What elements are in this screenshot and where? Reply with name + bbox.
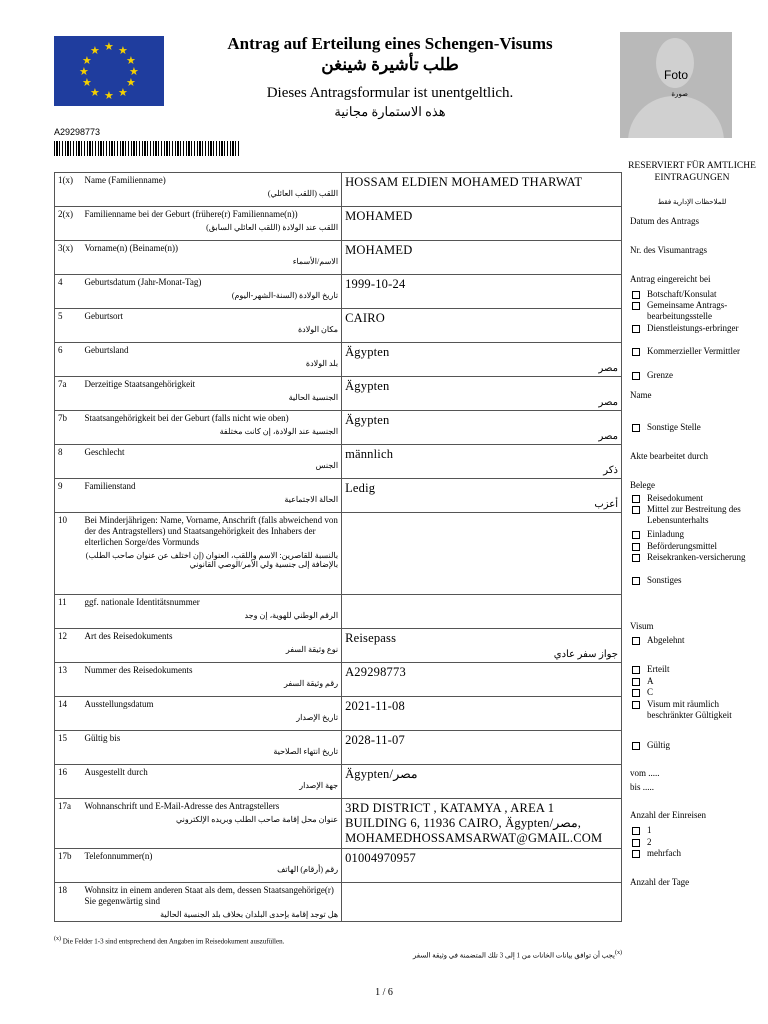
field-label-german: Art des Reisedokuments [84,631,173,641]
field-label [81,849,341,883]
field-value[interactable] [342,377,622,411]
field-value-arabic: جواز سفر عادي [553,649,618,660]
field-label-german: Familienstand [84,481,136,491]
form-row [55,697,622,731]
page-title-arabic: طلب تأشيرة شينغن [321,55,459,74]
field-label [81,697,341,731]
valid-until-label: bis ..... [630,782,655,792]
field-number: 11 [55,595,82,629]
field-label-arabic: اللقب عند الولادة (اللقب العائلي السابق) [206,223,339,232]
field-value[interactable] [342,765,622,799]
form-row [55,309,622,343]
form-row [55,445,622,479]
page-title: Antrag auf Erteilung eines Schengen-Visums [227,34,553,53]
form-row [55,731,622,765]
field-value-arabic: مصر [598,397,618,408]
reserved-heading: RESERVIERT FÜR AMTLICHE EINTRAGUNGEN [628,161,756,183]
field-value[interactable] [342,173,622,207]
checkbox-travel-document[interactable]: Reisedokument [632,493,762,504]
field-label-arabic: مكان الولادة [297,325,339,334]
field-value[interactable] [342,241,622,275]
field-label [81,595,341,629]
eu-flag-icon: ★ ★ ★ ★ ★ ★ ★ ★ ★ ★ ★ ★ [54,36,164,106]
checkbox-valid[interactable]: Gültig [632,740,762,751]
photo-placeholder [620,32,732,138]
checkbox-invitation[interactable]: Einladung [632,529,762,540]
checkbox-entries-2[interactable]: 2 [632,837,762,848]
document-number: A29298773 [54,127,101,137]
field-value[interactable] [342,343,622,377]
field-label-arabic: هل توجد إقامة بإحدى البلدان بخلاف بلد الجنسية الحالية [160,910,339,919]
field-label [81,309,341,343]
field-label [81,445,341,479]
field-label-arabic: عنوان محل إقامة صاحب الطلب وبريده الإلكتروني [175,815,339,824]
free-form-notice: Dieses Antragsformular ist unentgeltlich. [266,85,514,101]
field-label [81,765,341,799]
form-row [55,241,622,275]
field-value-text: Reisepass [345,631,397,645]
field-label-german: Derzeitige Staatsangehörigkeit [84,379,196,389]
field-label [81,275,341,309]
field-label-german: Gültig bis [84,733,121,743]
checkbox-icon[interactable] [632,291,640,299]
field-value[interactable] [342,697,622,731]
number-of-entries-label: Anzahl der Einreisen [630,810,706,820]
form-row [55,479,622,513]
field-label-arabic: بلد الولادة [305,359,339,368]
checkbox-icon[interactable] [632,689,640,697]
field-label-german: Wohnanschrift und E-Mail-Adresse des Antragstellers [84,801,280,811]
field-label-arabic: تاريخ الإصدار [296,713,339,722]
field-value[interactable] [342,595,622,629]
field-number: 8 [55,445,82,479]
field-label-german: Geburtsdatum (Jahr-Monat-Tag) [84,277,202,287]
checkbox-icon[interactable] [632,577,640,585]
free-form-notice-arabic: هذه الاستمارة مجانية [334,104,446,119]
field-number: 12 [55,629,82,663]
form-row [55,765,622,799]
field-value[interactable] [342,445,622,479]
page-number: 1 / 6 [375,987,393,998]
checkbox-icon[interactable] [632,372,640,380]
field-value[interactable] [342,799,622,849]
checkbox-issued[interactable]: Erteilt [632,664,762,675]
checkbox-icon[interactable] [632,839,640,847]
field-value-text: Ägypten [345,413,390,427]
field-label-arabic: الجنسية عند الولادة، إن كانت مختلفة [219,427,339,436]
field-value-text: Ledig [345,481,376,495]
field-value[interactable] [342,849,622,883]
field-label-arabic: الحالة الاجتماعية [284,495,339,504]
field-label-arabic: الجنس [315,461,339,470]
documents-label: Belege [630,480,655,490]
field-number: 9 [55,479,82,513]
checkbox-visa-c[interactable]: C [632,687,762,698]
form-row [55,799,622,849]
checkbox-visa-a[interactable]: A [632,676,762,687]
field-value-arabic: مصر [598,363,618,374]
field-label-german: Staatsangehörigkeit bei der Geburt (falls nicht wie oben) [84,413,289,423]
field-value-text: MOHAMED [345,243,413,257]
field-number: 7b [55,411,82,445]
checkbox-icon[interactable] [632,827,640,835]
form-row [55,883,622,922]
field-label [81,629,341,663]
form-row [55,595,622,629]
checkbox-entries-1[interactable]: 1 [632,825,762,836]
field-value[interactable] [342,663,622,697]
field-label-arabic: نوع وثيقة السفر [285,645,339,654]
barcode-icon [54,141,240,156]
field-label-german: Vorname(n) (Beiname(n)) [84,243,179,253]
visa-label: Visum [630,621,654,631]
field-number: 7a [55,377,82,411]
checkbox-border[interactable]: Grenze [632,370,762,381]
photo-label-arabic: صورة [671,90,688,98]
checkbox-icon[interactable] [632,495,640,503]
checkbox-icon[interactable] [632,424,640,432]
field-value-arabic: ذكر [603,465,618,476]
checkbox-icon[interactable] [632,531,640,539]
field-value-text: 2028-11-07 [345,733,405,747]
field-label-arabic: جهة الإصدار [299,781,339,790]
field-label-german: Bei Minderjährigen: Name, Vorname, Anschrift (falls abweichend von der des Antragstellers) und Staatsangehörigkeit des Inhabers der elterlichen Sorge/des Vormunds [84,515,338,547]
checkbox-icon[interactable] [632,554,640,562]
field-value[interactable] [342,309,622,343]
checkbox-health-insurance[interactable]: Reisekranken-versicherung [632,552,762,563]
footnote-arabic: $^{(x)}$يجب أن توافق بيانات الخانات من 1 إلى 3 تلك المتضمنة في وثيقة السفر [412,950,622,960]
checkbox-icon[interactable] [632,506,640,514]
field-label-german: Telefonnummer(n) [84,851,153,861]
field-value[interactable] [342,629,622,663]
field-value-text: Ägypten [345,379,390,393]
field-number: 2(x) [55,207,82,241]
form-row [55,207,622,241]
checkbox-entries-multiple[interactable]: mehrfach [632,848,762,859]
field-number: 13 [55,663,82,697]
form-row [55,849,622,883]
field-label-german: Geburtsort [84,311,123,321]
checkbox-icon[interactable] [632,678,640,686]
field-number: 10 [55,513,82,595]
field-label [81,173,341,207]
field-value-text: Ägypten [345,345,390,359]
field-label [81,377,341,411]
photo-label: Foto [663,68,688,82]
field-number: 4 [55,275,82,309]
checkbox-icon[interactable] [632,666,640,674]
application-number-label: Nr. des Visumantrags [630,245,708,255]
field-label [81,479,341,513]
checkbox-icon[interactable] [632,637,640,645]
field-label-arabic: الاسم/الأسماء [292,257,339,266]
field-value-text: männlich [345,447,394,461]
field-label [81,799,341,849]
field-value-arabic: مصر [598,431,618,442]
footnote-german: $^{(x)}$ Die Felder 1-3 sind entsprechend den Angaben im Reisedokument auszufüllen. [54,936,285,946]
field-label-german: Geburtsland [84,345,129,355]
field-value-arabic: أعزب [594,499,618,510]
field-label [81,883,341,922]
name-label: Name [630,390,652,400]
form-row [55,343,622,377]
field-label-arabic: تاريخ الولادة (السنة-الشهر-اليوم) [231,291,339,300]
application-form-table [54,172,622,922]
field-label-german: Ausgestellt durch [84,767,148,777]
field-number: 16 [55,765,82,799]
field-value[interactable] [342,411,622,445]
field-label-arabic: بالنسبة للقاصرين: الاسم واللقب، العنوان (إن اختلف عن عنوان صاحب الطلب) بالإضافة إلى جنسية ولي الأمر/الوصي القانوني [85,551,339,569]
field-number: 6 [55,343,82,377]
field-value[interactable] [342,883,622,922]
field-value-text: HOSSAM ELDIEN MOHAMED THARWAT [345,175,583,189]
field-value-text: CAIRO [345,311,385,325]
field-label [81,663,341,697]
field-value-text: 01004970957 [345,851,417,865]
field-label-arabic: الجنسية الحالية [288,393,339,402]
processed-by-label: Akte bearbeitet durch [630,451,708,461]
field-label-german: Name (Familienname) [84,175,166,185]
field-value[interactable] [342,731,622,765]
field-value-text: A29298773 [345,665,406,679]
field-label-german: Familienname bei der Geburt (frühere(r) Familienname(n)) [84,209,298,219]
field-number: 17b [55,849,82,883]
field-number: 5 [55,309,82,343]
field-label-arabic: الرقم الوطني للهوية، إن وجد [244,611,339,620]
field-number: 15 [55,731,82,765]
field-label [81,207,341,241]
form-row [55,377,622,411]
form-row [55,629,622,663]
silhouette-body-icon [628,96,724,138]
application-date-label: Datum des Antrags [630,216,699,226]
checkbox-icon[interactable] [632,850,640,858]
checkbox-embassy[interactable]: Botschaft/Konsulat [632,289,762,300]
form-row [55,663,622,697]
form-row [55,513,622,595]
field-label-german: Ausstellungsdatum [84,699,154,709]
checkbox-transport[interactable]: Beförderungsmittel [632,541,762,552]
checkbox-icon[interactable] [632,543,640,551]
valid-from-label: vom ..... [630,768,660,778]
checkbox-icon[interactable] [632,348,640,356]
checkbox-icon[interactable] [632,701,640,709]
reserved-heading-arabic: للملاحظات الإدارية فقط [657,198,727,206]
field-label-german: Nummer des Reisedokuments [84,665,193,675]
checkbox-refused[interactable]: Abgelehnt [632,635,762,646]
checkbox-means-of-subsistence[interactable]: Mittel zur Bestreitung des Lebensunterhalts [632,504,762,526]
field-label [81,513,341,595]
field-label-german: Wohnsitz in einem anderen Staat als dem, dessen Staatsangehörige(r) Sie gegenwärtig sind [84,885,334,906]
checkbox-commercial-agent[interactable]: Kommerzieller Vermittler [632,346,762,357]
checkbox-other-office[interactable]: Sonstige Stelle [632,422,762,433]
field-label [81,241,341,275]
field-label-arabic: رقم (أرقام) الهاتف [277,865,339,874]
field-value-text: MOHAMED [345,209,413,223]
checkbox-service-provider[interactable]: Dienstleistungs-erbringer [632,323,762,334]
field-label [81,731,341,765]
checkbox-common-center[interactable]: Gemeinsame Antrags-bearbeitungsstelle [632,300,762,322]
field-value[interactable] [342,513,622,595]
field-number: 18 [55,883,82,922]
field-number: 14 [55,697,82,731]
field-value-text: 3RD DISTRICT , KATAMYA , AREA 1 BUILDING 6, 11936 CAIRO, Ägypten/مصر, MOHAMEDHOSSAMSARWAT@GMAIL.COM [345,801,603,845]
field-value[interactable] [342,207,622,241]
field-value-text: 2021-11-08 [345,699,405,713]
field-value-text: 1999-10-24 [345,277,406,291]
number-of-days-label: Anzahl der Tage [630,877,690,887]
form-row [55,173,622,207]
field-label [81,343,341,377]
field-number: 3(x) [55,241,82,275]
field-value-text: Ägypten/مصر [345,767,418,781]
submitted-at-label: Antrag eingereicht bei [630,274,711,284]
field-label [81,411,341,445]
checkbox-other-documents[interactable]: Sonstiges [632,575,762,586]
form-row [55,411,622,445]
field-label-arabic: تاريخ انتهاء الصلاحية [273,747,339,756]
checkbox-icon[interactable] [632,742,640,750]
field-label-arabic: اللقب (اللقب العائلي) [267,189,339,198]
field-number: 17a [55,799,82,849]
field-label-german: ggf. nationale Identitätsnummer [84,597,200,607]
field-label-german: Geschlecht [84,447,125,457]
field-number: 1(x) [55,173,82,207]
field-value[interactable] [342,479,622,513]
field-value[interactable] [342,275,622,309]
checkbox-limited-validity[interactable]: Visum mit räumlich beschränkter Gültigkeit [632,699,762,721]
checkbox-icon[interactable] [632,325,640,333]
form-row [55,275,622,309]
checkbox-icon[interactable] [632,302,640,310]
field-label-arabic: رقم وثيقة السفر [283,679,339,688]
